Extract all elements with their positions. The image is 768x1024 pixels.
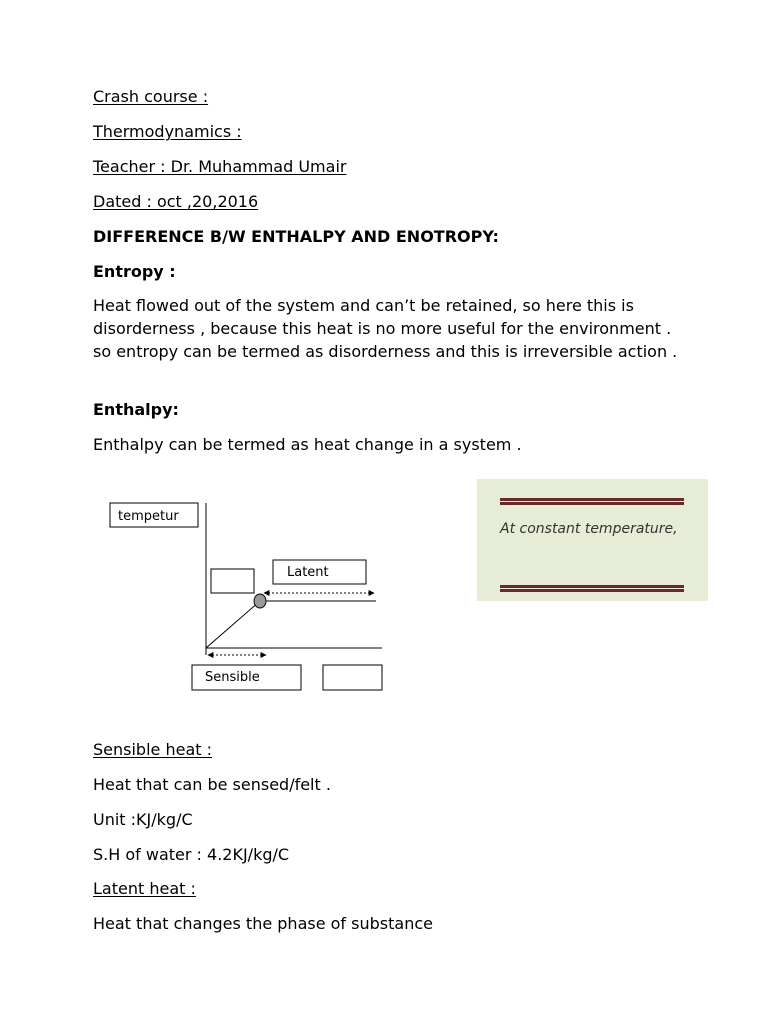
- heat-diagram: [100, 495, 390, 700]
- sensible-slope: [206, 601, 260, 648]
- y-axis-label: tempetur: [118, 509, 179, 524]
- subject-title: Thermodynamics :: [93, 122, 242, 141]
- latent-heat-heading: Latent heat :: [93, 879, 196, 898]
- callout-text: At constant temperature,: [500, 521, 678, 537]
- callout-bottom-rule: [500, 585, 684, 592]
- date-line: Dated : oct ,20,2016: [93, 192, 259, 211]
- callout-top-rule: [500, 498, 684, 505]
- callout-box: [477, 479, 708, 601]
- empty-label-box-upper: [211, 569, 254, 593]
- enthalpy-paragraph: Enthalpy can be termed as heat change in a system .: [93, 435, 522, 454]
- latent-heat-definition: Heat that changes the phase of substance: [93, 914, 433, 933]
- empty-label-box-lower: [323, 665, 382, 690]
- enthalpy-heading: Enthalpy:: [93, 400, 179, 419]
- latent-label: Latent: [287, 565, 329, 580]
- teacher-line: Teacher : Dr. Muhammad Umair: [93, 157, 347, 176]
- phase-change-point: [254, 594, 266, 608]
- entropy-heading: Entropy :: [93, 262, 176, 281]
- sensible-heat-water: S.H of water : 4.2KJ/kg/C: [93, 845, 290, 864]
- sensible-heat-unit: Unit :KJ/kg/C: [93, 810, 193, 829]
- sensible-label: Sensible: [205, 670, 260, 685]
- section-heading: DIFFERENCE B/W ENTHALPY AND ENOTROPY:: [93, 227, 499, 246]
- sensible-heat-definition: Heat that can be sensed/felt .: [93, 775, 331, 794]
- course-title: Crash course :: [93, 87, 209, 106]
- entropy-paragraph: Heat flowed out of the system and can’t be retained, so here this is disorderness , because this heat is no more useful for the environment . so entropy can be termed as disorderness and this is irreversible action .: [93, 296, 678, 361]
- sensible-heat-heading: Sensible heat :: [93, 740, 212, 759]
